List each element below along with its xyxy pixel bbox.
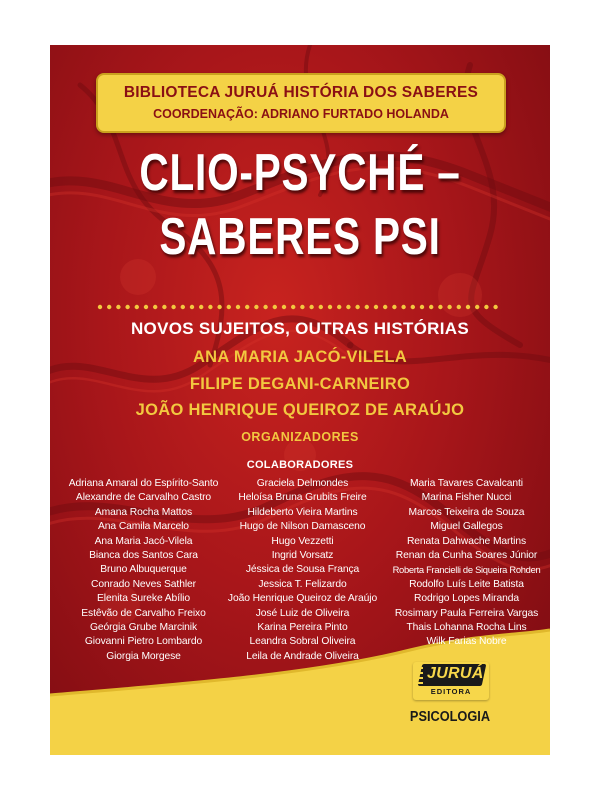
collaborator-name: Bianca dos Santos Cara	[89, 549, 198, 561]
collaborator-name: Conrado Neves Sathler	[91, 578, 196, 590]
divider-dot	[447, 305, 451, 309]
divider-dot	[208, 305, 212, 309]
divider-dot	[171, 305, 175, 309]
collaborator-name: Renata Dahwache Martins	[406, 535, 527, 547]
organizer-name: JOÃO HENRIQUE QUEIROZ DE ARAÚJO	[135, 401, 465, 419]
publisher-logo	[413, 662, 489, 700]
divider-dot	[162, 305, 166, 309]
divider-dot	[466, 305, 470, 309]
collaborator-name: Thais Lohanna Rocha Lins	[406, 621, 527, 633]
collaborator-name: Marina Fisher Nucci	[421, 492, 512, 504]
collaborator-name: Wilk Farias Nobre	[426, 636, 507, 648]
divider-dot	[438, 305, 442, 309]
divider-dot	[135, 305, 139, 309]
divider-dot	[420, 305, 424, 309]
collaborator-name: Leila de Andrade Oliveira	[246, 650, 359, 662]
divider-dot	[328, 305, 332, 309]
divider-dot	[355, 305, 359, 309]
divider-dot	[236, 305, 240, 309]
collaborator-name: Ingrid Vorsatz	[271, 549, 334, 561]
divider-dot	[190, 305, 194, 309]
organizer-name: FILIPE DEGANI-CARNEIRO	[189, 375, 411, 393]
collaborators-column-1	[56, 477, 231, 664]
category-label: PSICOLOGIA	[409, 709, 491, 725]
collaborator-name: Heloísa Bruna Grubits Freire	[238, 492, 367, 504]
collaborator-name: Renan da Cunha Soares Júnior	[395, 549, 538, 561]
collaborator-name: Graciela Delmondes	[256, 478, 349, 489]
publisher-sub: EDITORA	[430, 687, 472, 696]
collaborators-heading: COLABORADORES	[246, 459, 354, 471]
logo-stripes-icon	[415, 665, 424, 685]
collaborator-name: Karina Pereira Pinto	[257, 621, 348, 633]
divider-dot	[291, 305, 295, 309]
divider-dot	[254, 305, 258, 309]
collaborator-name: Maria Tavares Cavalcanti	[409, 478, 523, 489]
book-title-line-1: CLIO-PSYCHÉ –	[139, 144, 461, 202]
divider-dot	[411, 305, 415, 309]
divider-dot	[153, 305, 157, 309]
divider-dot	[227, 305, 231, 309]
collaborator-name: Rosimary Paula Ferreira Vargas	[394, 607, 539, 619]
divider-dot	[383, 305, 387, 309]
book-title-line-2: SABERES PSI	[159, 208, 441, 266]
divider-dot	[493, 305, 497, 309]
divider-dot	[217, 305, 221, 309]
series-title: BIBLIOTECA JURUÁ HISTÓRIA DOS SABERES	[123, 84, 479, 101]
series-banner	[96, 73, 506, 133]
divider-dot	[309, 305, 313, 309]
divider-dot	[98, 305, 102, 309]
divider-dot	[199, 305, 203, 309]
collaborator-name: Ana Maria Jacó-Vilela	[94, 535, 193, 547]
divider-dot	[273, 305, 277, 309]
divider-dot	[337, 305, 341, 309]
collaborator-name: Ana Camila Marcelo	[98, 521, 189, 533]
collaborator-name: José Luiz de Oliveira	[255, 607, 350, 619]
collaborator-name: Geórgia Grube Marcinik	[89, 621, 198, 633]
collaborators-column-2	[215, 477, 390, 664]
divider-dot	[374, 305, 378, 309]
series-coordinator: COORDENAÇÃO: ADRIANO FURTADO HOLANDA	[153, 107, 449, 121]
collaborator-name: Elenita Sureke Abílio	[97, 593, 190, 605]
collaborator-name: Hugo Vezzetti	[271, 535, 334, 547]
divider-dot	[116, 305, 120, 309]
collaborator-name: João Henrique Queiroz de Araújo	[227, 593, 378, 605]
divider-dot	[263, 305, 267, 309]
collaborator-name: Bruno Albuquerque	[100, 564, 187, 576]
divider-dot	[181, 305, 185, 309]
collaborator-name: Roberta Francielli de Siqueira Rohden	[392, 564, 541, 576]
collaborator-name: Jéssica de Sousa França	[245, 564, 360, 576]
collaborator-name: Hugo de Nilson Damasceno	[239, 521, 366, 533]
divider-dot	[144, 305, 148, 309]
divider-dot	[282, 305, 286, 309]
publisher-name: JURUÁ	[427, 665, 484, 682]
organizer-name: ANA MARIA JACÓ-VILELA	[192, 348, 408, 366]
divider-dot	[392, 305, 396, 309]
divider-dot	[365, 305, 369, 309]
book-cover	[50, 45, 550, 755]
collaborator-name: Alexandre de Carvalho Castro	[75, 492, 212, 504]
divider-dot	[475, 305, 479, 309]
collaborator-name: Giovanni Pietro Lombardo	[84, 636, 203, 648]
divider-dot	[401, 305, 405, 309]
collaborator-name: Jessica T. Felizardo	[258, 578, 347, 590]
collaborator-name: Leandra Sobral Oliveira	[249, 636, 356, 648]
divider-dot	[484, 305, 488, 309]
divider-dot	[300, 305, 304, 309]
collaborator-name: Rodolfo Luís Leite Batista	[409, 578, 524, 590]
collaborator-name: Miguel Gallegos	[430, 521, 503, 533]
dotted-divider	[96, 303, 506, 311]
divider-dot	[319, 305, 323, 309]
collaborator-name: Marcos Teixeira de Souza	[408, 506, 525, 518]
book-subtitle: NOVOS SUJEITOS, OUTRAS HISTÓRIAS	[130, 319, 469, 338]
divider-dot	[346, 305, 350, 309]
divider-dot	[107, 305, 111, 309]
divider-dot	[125, 305, 129, 309]
collaborator-name: Adriana Amaral do Espírito-Santo	[68, 478, 219, 489]
collaborator-name: Hildeberto Vieira Martins	[247, 506, 358, 518]
collaborator-name: Rodrigo Lopes Miranda	[414, 593, 519, 605]
collaborator-name: Estêvão de Carvalho Freixo	[81, 607, 206, 619]
divider-dot	[245, 305, 249, 309]
organizers-label: ORGANIZADORES	[241, 430, 359, 444]
collaborator-name: Giorgia Morgese	[106, 650, 181, 662]
collaborator-name: Amana Rocha Mattos	[94, 506, 193, 518]
divider-dot	[457, 305, 461, 309]
collaborators-column-3	[379, 477, 550, 650]
divider-dot	[429, 305, 433, 309]
